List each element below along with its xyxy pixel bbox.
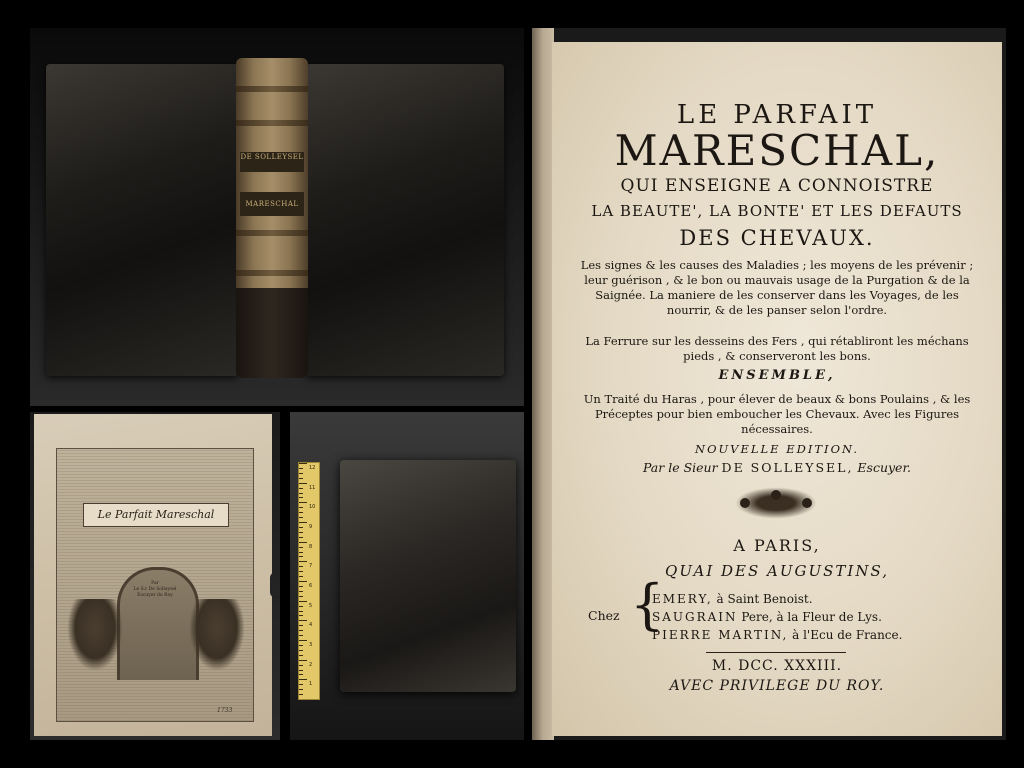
ruler-minor-tick [299,611,303,612]
ruler-number: 1 [309,681,313,688]
ruler-minor-tick [299,665,303,666]
ruler-number: 12 [309,465,316,471]
leather-spine [236,58,308,378]
ruler-minor-tick [299,478,303,479]
ruler-minor-tick [299,493,303,494]
ruler-minor-tick [299,650,303,651]
frontispiece-page [34,414,272,736]
ruler-minor-tick [299,571,303,572]
ruler-number: 10 [309,504,316,511]
ruler-tick [299,679,307,680]
printer-line [652,628,902,642]
ribbon-marker [270,572,280,598]
ruler-number: 8 [309,543,313,550]
ruler-minor-tick [299,615,303,616]
privilege-line: AVEC PRIVILEGE DU ROY. [669,678,885,694]
ruler-tick [299,561,307,562]
spine-raised-band [236,86,308,92]
imprint-city: A PARIS, [733,536,821,555]
ruler-tick [299,581,307,582]
ruler-number: 7 [309,563,313,570]
subtitle-chevaux: DES CHEVAUX. [679,226,875,250]
ruler-minor-tick [299,591,303,592]
spine-title-label: MARESCHAL [240,192,304,216]
ruler-number: 11 [309,484,316,491]
plaque-line: Par [151,581,159,586]
ruler-minor-tick [299,606,303,607]
ruler-tick [299,522,307,523]
ruler-tick [299,640,307,641]
ruler-tick [299,542,307,543]
ruler-minor-tick [299,596,303,597]
description-paragraph-3: Un Traité du Haras , pour élever de beaux & bons Poulains , & les Préceptes pour bien emboucher les Chevaux. Avec les Figures nécessaires. [583,392,971,436]
ruler-minor-tick [299,537,303,538]
title-mareschal: MARESCHAL, [614,126,940,175]
ruler-minor-tick [299,694,303,695]
imprint-rule [706,652,846,653]
subtitle-qui-enseigne: QUI ENSEIGNE A CONNOISTRE [620,176,934,196]
ruler-minor-tick [299,512,303,513]
front-board [46,64,238,376]
horse-illustration-right [189,599,245,671]
ruler-minor-tick [299,527,303,528]
ruler-number: 3 [309,642,313,648]
ruler-minor-tick [299,556,303,557]
plaque-line: Le S.r De Solleysel [133,587,177,592]
ruler-minor-tick [299,552,303,553]
printer-name: PIERRE MARTIN, [652,628,789,642]
ruler-tick [299,502,307,503]
author-prefix: Par le Sieur [642,460,718,475]
ruler-minor-tick [299,507,303,508]
frontispiece-title-scroll: Le Parfait Mareschal [83,503,229,527]
edition-line: NOUVELLE EDITION. [695,442,859,456]
ruler-tick [299,483,307,484]
ruler-minor-tick [299,645,303,646]
title-le-parfait: LE PARFAIT [676,100,878,130]
ruler-minor-tick [299,566,303,567]
printer-line [652,610,882,624]
printer-place: à Saint Benoist. [716,592,813,606]
ornament-flower [771,490,781,500]
publication-date: M. DCC. XXXIII. [711,658,843,674]
ruler-tick [299,463,307,464]
ruler-minor-tick [299,517,303,518]
ornament-leaf [740,498,750,508]
title-page [552,42,1002,736]
frontispiece-plaque [131,581,179,607]
subtitle-beaute: LA BEAUTE', LA BONTE' ET LES DEFAUTS [591,202,963,220]
ruler-number: 5 [309,602,313,609]
ruler-minor-tick [299,625,303,626]
author-line [552,460,1002,475]
frontispiece-date: 1733 [217,707,233,714]
ruler-minor-tick [299,655,303,656]
imprint-street: QUAI DES AUGUSTINS, [665,562,889,580]
ruler-minor-tick [299,586,303,587]
ruler-minor-tick [299,689,303,690]
ruler-scale-photo [290,412,524,740]
page-edge [532,28,554,740]
spine-raised-band [236,270,308,276]
horse-illustration-left [67,599,123,671]
ruler-number: 9 [309,524,313,530]
ruler-number: 2 [309,661,313,668]
printer-name: SAUGRAIN [652,610,738,624]
ruler-minor-tick [299,532,303,533]
spine-raised-band [236,230,308,236]
back-board [306,64,504,376]
spine-raised-band [236,120,308,126]
frontispiece-engraving [56,448,254,722]
imprint-brace: { [630,573,665,636]
ensemble-heading: ENSEMBLE, [718,368,836,383]
ruler-tick [299,601,307,602]
spine-worn-section [236,288,308,378]
book-spine-photo [30,28,524,406]
ruler-number: 6 [309,583,313,589]
ruler-minor-tick [299,488,303,489]
ruler-minor-tick [299,670,303,671]
printer-place: à l'Ecu de France. [792,628,903,642]
description-paragraph-2: La Ferrure sur les desseins des Fers , qui rétabliront les méchans pieds , & conserveront les bons. [585,334,969,363]
imprint-chez: Chez [588,608,620,623]
ruler-minor-tick [299,630,303,631]
ruler-minor-tick [299,684,303,685]
closed-book-cover [340,460,516,692]
spine-author-label: DE SOLLEYSEL [240,152,304,172]
frontispiece-photo [30,412,280,740]
printer-line [652,592,813,606]
printer-name: EMERY, [652,592,713,606]
author-title: Escuyer. [857,460,912,475]
fleuron-ornament [732,486,820,520]
ruler-minor-tick [299,547,303,548]
ruler-tick [299,660,307,661]
ruler [298,462,320,700]
ruler-minor-tick [299,635,303,636]
printer-place: Pere, à la Fleur de Lys. [741,610,882,624]
ruler-number: 4 [309,622,313,629]
description-paragraph-1: Les signes & les causes des Maladies ; les moyens de les prévenir ; leur guérison , & le bon ou mauvais usage de la Purgation & de la Saignée. La maniere de les conserver dans les Voyages, de les nourrir, & de les panser selon l'ordre. [580,258,974,317]
ornament-leaf [802,498,812,508]
title-page-photo [532,28,1006,740]
ruler-minor-tick [299,576,303,577]
ruler-minor-tick [299,473,303,474]
plaque-line: Escuyer du Roy [137,593,173,598]
ruler-tick [299,620,307,621]
ruler-minor-tick [299,674,303,675]
ruler-minor-tick [299,497,303,498]
author-name: DE SOLLEYSEL, [721,460,854,475]
ruler-minor-tick [299,468,303,469]
